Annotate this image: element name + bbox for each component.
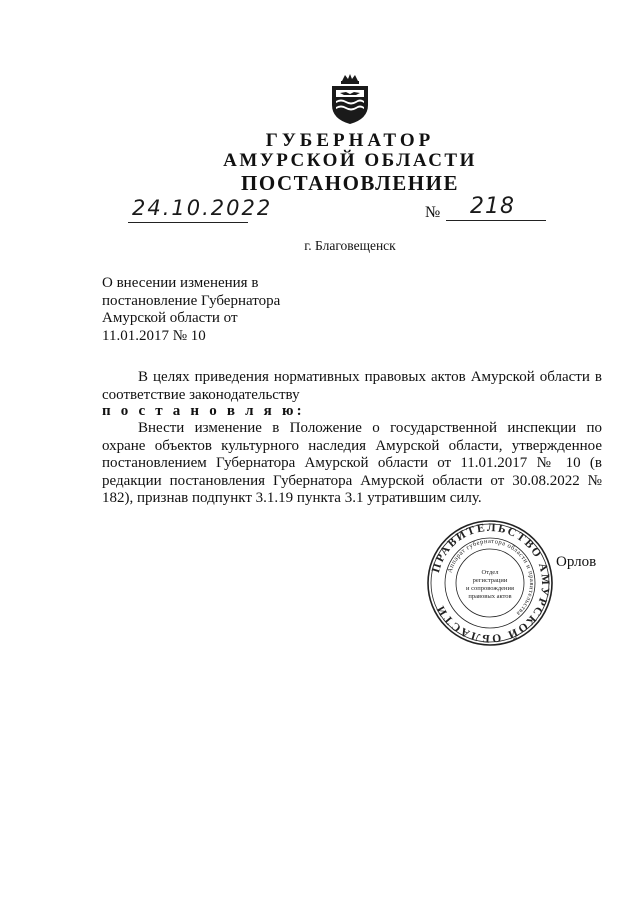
number-underline <box>446 220 546 221</box>
document-subject <box>102 275 302 345</box>
date-underline <box>128 222 248 223</box>
header-title-region: АМУРСКОЙ ОБЛАСТИ <box>223 150 477 171</box>
subject-line: О внесении изменения в <box>102 275 259 291</box>
document-type: ПОСТАНОВЛЕНИЕ <box>241 171 459 195</box>
subject-line: Амурской области от <box>102 310 238 326</box>
decision-paragraph: Внести изменение в Положение о государственной инспекции по охране объектов культурного наследия Амурской области, утвержденное постановлением Губернатора Амурской области от 11.01.2017 № 10 (в редакции постановления Губернатора Амурской области от 30.08.2022 № 182), признав подпункт 3.1.19 пункта 3.1 утратившим силу. <box>102 420 602 506</box>
stamp-ring-text: Аппарат губернатора области и правительства <box>446 537 536 618</box>
decree-word: п о с т а н о в л я ю: <box>102 403 305 419</box>
handwritten-number: 218 <box>470 194 515 219</box>
stamp-inner-text: и сопровождения <box>466 585 514 592</box>
stamp-outer-text: ПРАВИТЕЛЬСТВО АМУРСКОЙ ОБЛАСТИ <box>430 521 552 645</box>
header-title-governor: ГУБЕРНАТОР <box>265 130 435 151</box>
coat-of-arms-icon <box>328 73 372 125</box>
official-stamp <box>426 519 554 647</box>
subject-line: 11.01.2017 № 10 <box>102 327 206 344</box>
signatory-name: Орлов <box>556 554 597 570</box>
stamp-inner-text: правовых актов <box>468 593 512 600</box>
city-line: г. Благовещенск <box>304 238 396 253</box>
stamp-inner-text: Отдел <box>481 569 499 576</box>
stamp-inner-text: регистрации <box>472 577 508 584</box>
preamble-paragraph: В целях приведения нормативных правовых актов Амурской области в соответствие законодательству <box>102 369 602 403</box>
subject-line: постановление Губернатора <box>102 292 281 309</box>
handwritten-date: 24.10.2022 <box>132 196 273 220</box>
number-sign: № <box>425 204 441 221</box>
